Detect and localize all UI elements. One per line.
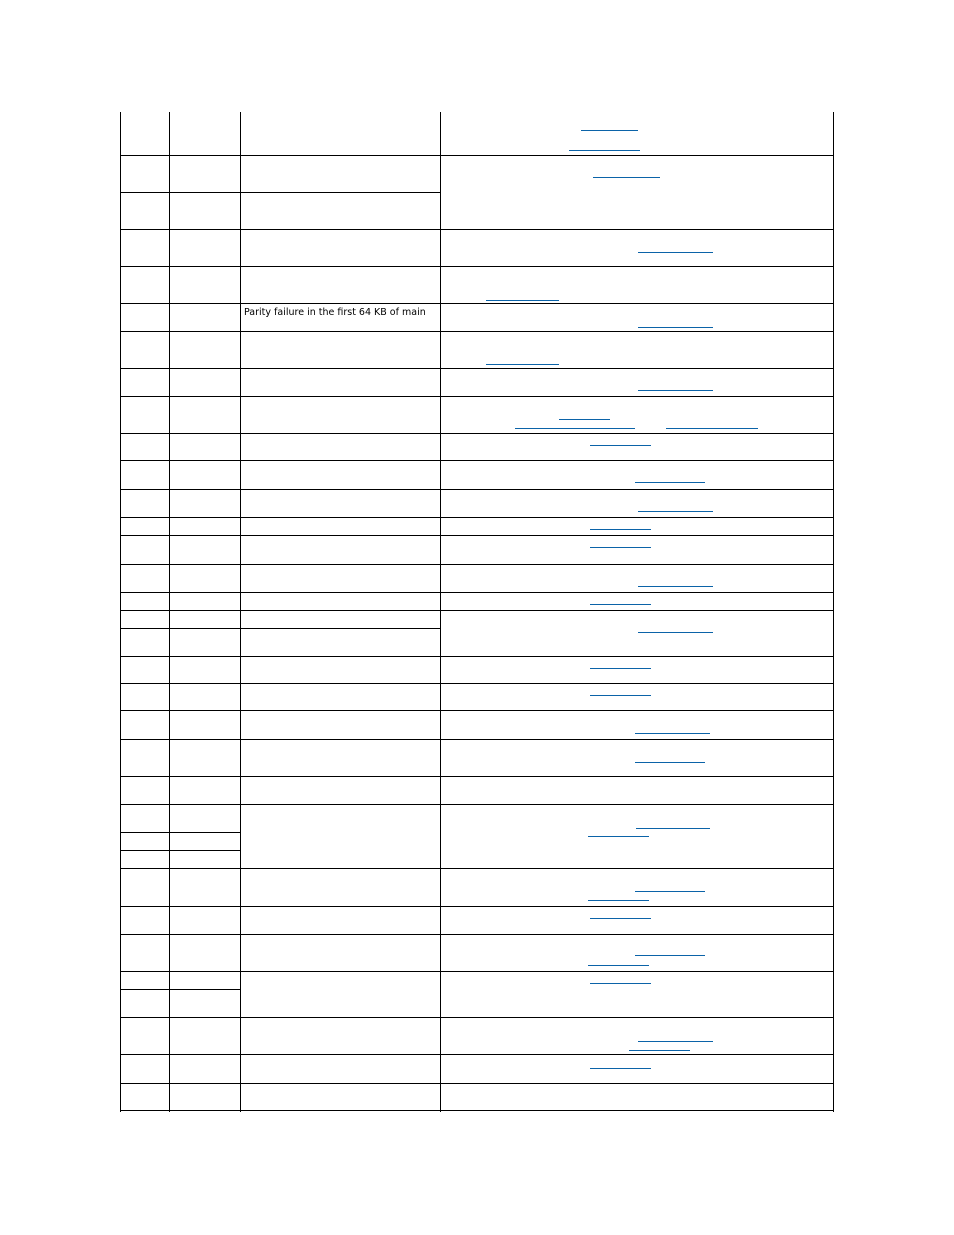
link-underline <box>559 419 610 420</box>
link-underline <box>590 445 651 446</box>
link-underline <box>590 547 651 548</box>
row-divider-partial <box>120 989 240 990</box>
link-underline <box>638 511 713 512</box>
row-divider <box>120 683 834 684</box>
link-underline <box>569 150 640 151</box>
row-divider <box>120 804 834 805</box>
row-divider-partial <box>120 192 440 193</box>
link-underline <box>588 965 649 966</box>
row-divider <box>120 656 834 657</box>
link-underline <box>635 955 705 956</box>
column-divider <box>240 112 241 1112</box>
link-underline <box>666 428 758 429</box>
row-divider <box>120 971 834 972</box>
link-underline <box>588 836 649 837</box>
row-divider <box>120 739 834 740</box>
link-underline <box>629 1050 690 1051</box>
link-underline <box>590 604 651 605</box>
link-underline <box>638 390 713 391</box>
column-divider <box>169 112 170 1112</box>
link-underline <box>635 891 705 892</box>
link-underline <box>636 828 710 829</box>
link-underline <box>581 130 638 131</box>
row-divider <box>120 331 834 332</box>
link-underline <box>635 733 710 734</box>
link-underline <box>635 482 705 483</box>
link-underline <box>588 900 649 901</box>
link-underline <box>593 177 660 178</box>
link-underline <box>590 668 651 669</box>
link-underline <box>635 762 705 763</box>
link-underline <box>638 327 713 328</box>
row-divider <box>120 1083 834 1084</box>
row-divider <box>120 564 834 565</box>
link-underline <box>590 1068 651 1069</box>
link-underline <box>638 252 713 253</box>
row-divider <box>120 906 834 907</box>
row-divider <box>120 1110 834 1111</box>
link-underline <box>515 428 635 429</box>
row-divider-partial <box>120 628 440 629</box>
row-divider-partial <box>120 850 240 851</box>
row-divider <box>120 229 834 230</box>
link-underline <box>638 586 713 587</box>
row-divider <box>120 517 834 518</box>
row-divider <box>120 303 834 304</box>
row-divider <box>120 433 834 434</box>
column-divider <box>440 112 441 1112</box>
row-divider <box>120 710 834 711</box>
row-divider <box>120 266 834 267</box>
row-divider <box>120 368 834 369</box>
link-underline <box>590 918 651 919</box>
row-description: Parity failure in the first 64 KB of main <box>244 307 426 318</box>
row-divider <box>120 489 834 490</box>
row-divider <box>120 610 834 611</box>
row-divider <box>120 592 834 593</box>
row-divider <box>120 155 834 156</box>
link-underline <box>590 983 651 984</box>
link-underline <box>638 632 713 633</box>
row-divider <box>120 776 834 777</box>
row-divider <box>120 1054 834 1055</box>
row-divider <box>120 934 834 935</box>
row-divider <box>120 460 834 461</box>
link-underline <box>486 364 559 365</box>
column-divider <box>120 112 121 1112</box>
link-underline <box>590 529 651 530</box>
link-underline <box>590 695 651 696</box>
row-divider <box>120 535 834 536</box>
row-divider-partial <box>120 832 240 833</box>
link-underline <box>486 300 559 301</box>
link-underline <box>638 1041 713 1042</box>
row-divider <box>120 1017 834 1018</box>
row-divider <box>120 396 834 397</box>
row-divider <box>120 868 834 869</box>
column-divider <box>833 112 834 1112</box>
